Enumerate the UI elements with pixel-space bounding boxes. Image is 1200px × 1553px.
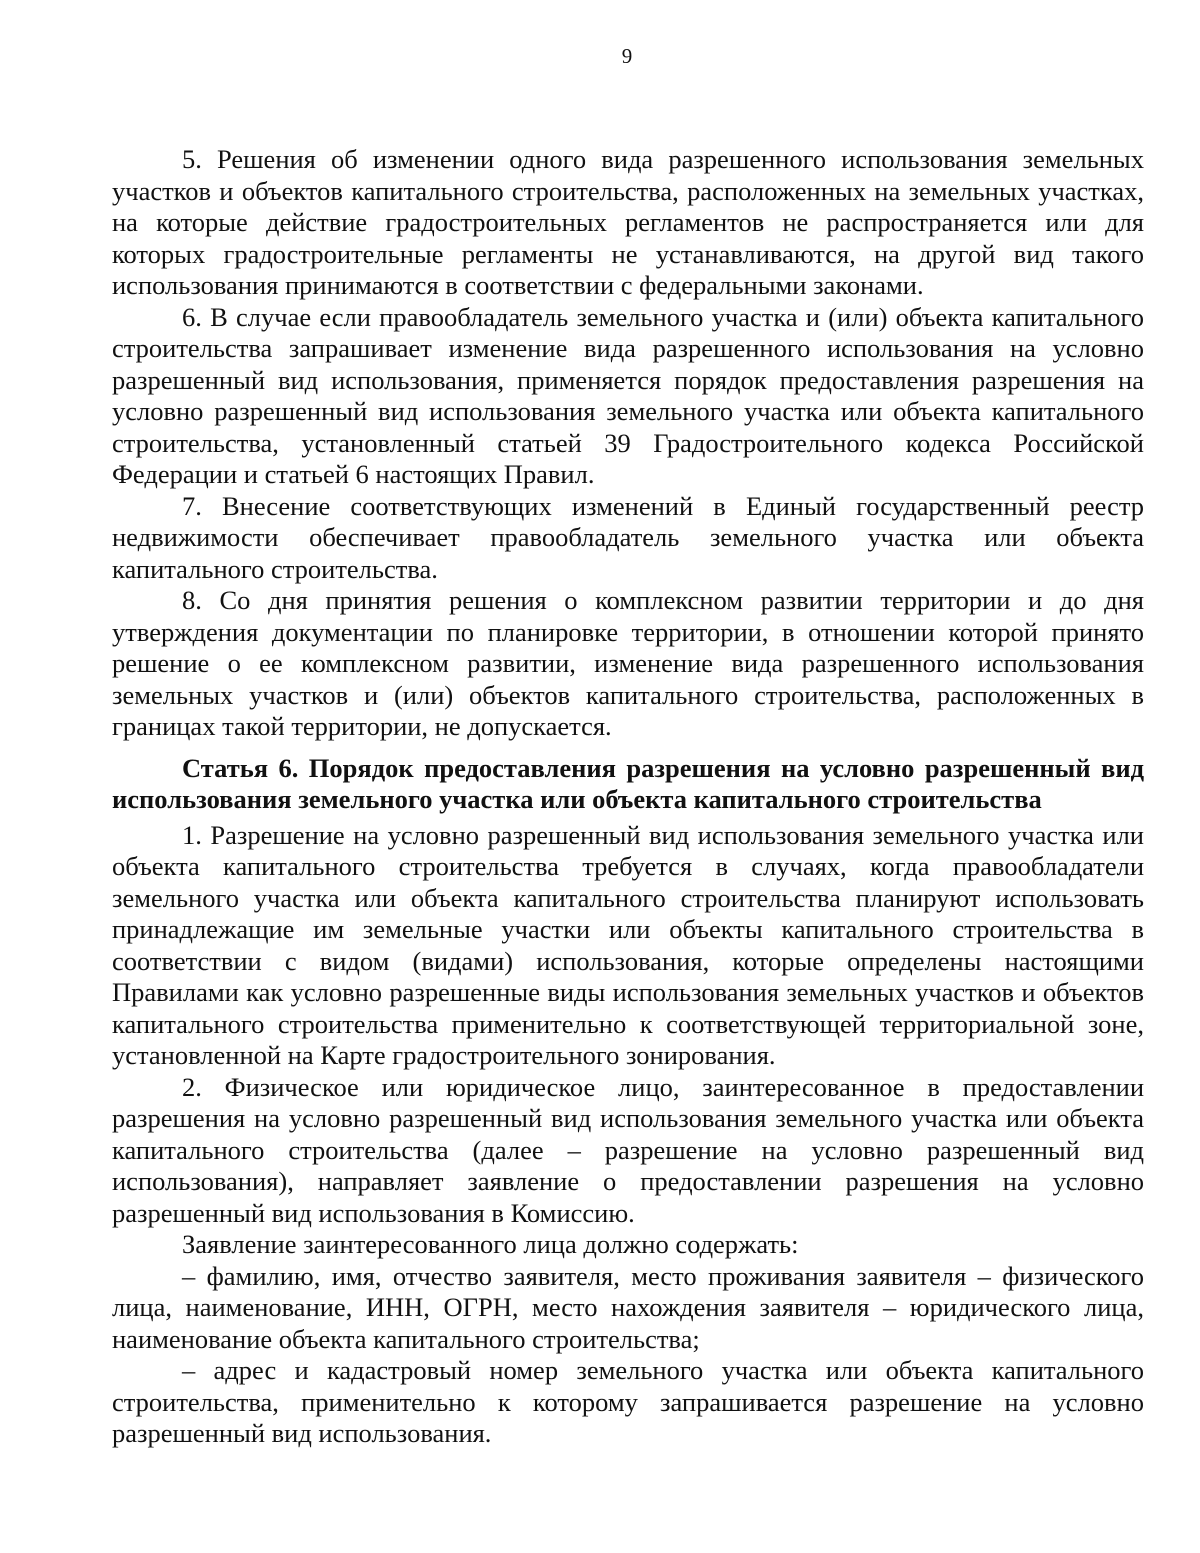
requirement-item-applicant: – фамилию, имя, отчество заявителя, место проживания заявителя – физического лица, наименование, ИНН, ОГРН, место нахождения заявителя – юридического лица, наименование объекта капитального строительства; xyxy=(112,1260,1144,1354)
page-number: 9 xyxy=(621,44,633,68)
paragraph-6: 6. В случае если правообладатель земельного участка и (или) объекта капитального строительства запрашивает изменение вида разрешенного использования на условно разрешенный вид использования, применяется порядок предоставления разрешения на условно разрешенный вид использования земельного участка или объекта капитального строительства, установленный статьей 39 Градостроительного кодекса Российской Федерации и статьей 6 настоящих Правил. xyxy=(112,301,1144,489)
paragraph-7: 7. Внесение соответствующих изменений в Единый государственный реестр недвижимости обеспечивает правообладатель земельного участка или объекта капитального строительства. xyxy=(112,490,1144,584)
document-body xyxy=(112,144,1144,1450)
application-requirements-intro: Заявление заинтересованного лица должно содержать: xyxy=(182,1229,799,1259)
article-6-paragraph-2: 2. Физическое или юридическое лицо, заинтересованное в предоставлении разрешения на условно разрешенный вид использования земельного участка или объекта капитального строительства (далее – разрешение на условно разрешенный вид использования), направляет заявление о предоставлении разрешения на условно разрешенный вид использования в Комиссию. xyxy=(112,1071,1144,1228)
article-6-heading: Статья 6. Порядок предоставления разрешения на условно разрешенный вид использования земельного участка или объекта капитального строительства xyxy=(112,752,1144,814)
paragraph-5: 5. Решения об изменении одного вида разрешенного использования земельных участков и объектов капитального строительства, расположенных на земельных участках, на которые действие градостроительных регламентов не распространяется или для которых градостроительные регламенты не устанавливаются, на другой вид такого использования принимаются в соответствии с федеральными законами. xyxy=(112,144,1144,300)
requirement-item-address: – адрес и кадастровый номер земельного участка или объекта капитального строительства, применительно к которому запрашивается разрешение на условно разрешенный вид использования. xyxy=(112,1355,1144,1448)
article-6-paragraph-1: 1. Разрешение на условно разрешенный вид использования земельного участка или объекта капитального строительства требуется в случаях, когда правообладатели земельного участка или объекта капитального строительства планируют использовать принадлежащие им земельные участки или объекты капитального строительства в соответствии с видом (видами) использования, которые определены настоящими Правилами как условно разрешенные виды использования земельных участков и объектов капитального строительства применительно к соответствующей территориальной зоне, установленной на Карте градостроительного зонирования. xyxy=(112,819,1144,1070)
paragraph-8: 8. Со дня принятия решения о комплексном развитии территории и до дня утверждения документации по планировке территории, в отношении которой принято решение о ее комплексном развитии, изменение вида разрешенного использования земельных участков и (или) объектов капитального строительства, расположенных в границах такой территории, не допускается. xyxy=(112,585,1144,741)
